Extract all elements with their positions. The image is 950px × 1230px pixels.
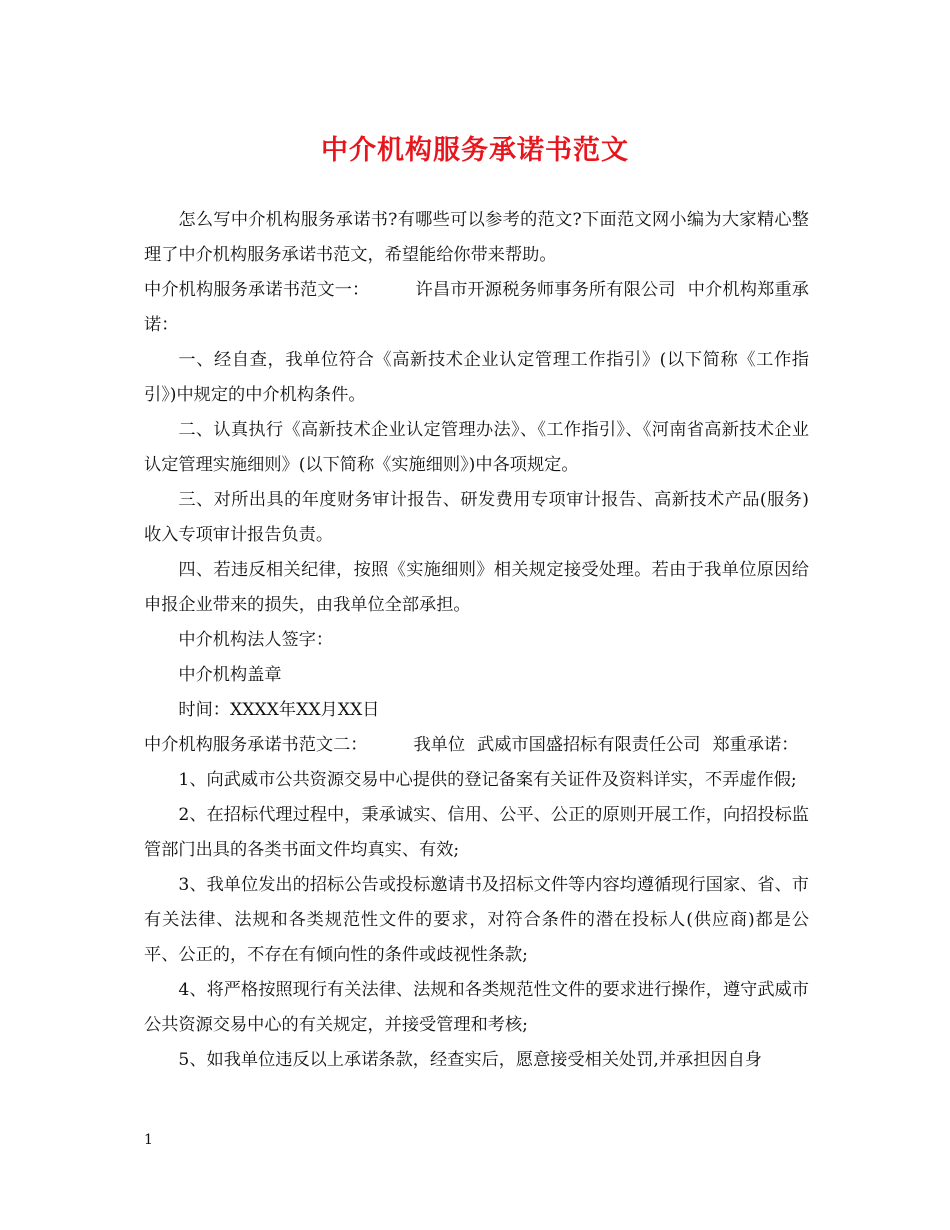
sample1-company: 许昌市开源税务师事务所有限公司 [415,280,676,300]
page-number: 1 [144,1132,153,1148]
sample1-item: 二、认真执行《高新技术企业认定管理办法》、《工作指引》、《河南省高新技术企业认定管理实施细则》(以下简称《实施细则》)中各项规定。 [144,420,809,475]
sample1-item: 一、经自查，我单位符合《高新技术企业认定管理工作指引》(以下简称《工作指引》)中规定的中介机构条件。 [144,350,809,405]
sample2-heading-line [144,728,809,763]
intro-paragraph: 怎么写中介机构服务承诺书?有哪些可以参考的范文?下面范文网小编为大家精心整理了中介机构服务承诺书范文，希望能给你带来帮助。 [144,210,809,265]
sample2-item: 1、向武威市公共资源交易中心提供的登记备案有关证件及资料详实，不弄虚作假; [178,770,797,790]
sample1-item: 三、对所出具的年度财务审计报告、研发费用专项审计报告、高新技术产品(服务)收入专项审计报告负责。 [144,490,809,545]
document-title: 中介机构服务承诺书范文 [321,135,629,166]
sample1-pledge-intro: 中介机构郑重承诺： [144,280,809,335]
sample2-item: 3、我单位发出的招标公告或投标邀请书及招标文件等内容均遵循现行国家、省、市有关法律、法规和各类规范性文件的要求，对符合条件的潜在投标人(供应商)都是公平、公正的，不存在有倾向性的条件或歧视性条款; [144,875,809,965]
sample2-company: 武威市国盛招标有限责任公司 [477,735,701,755]
sample2-heading: 中介机构服务承诺书范文二： [144,735,368,755]
document-body [144,203,809,1078]
seal-label: 中介机构盖章 [178,665,282,685]
sample1-item: 四、若违反相关纪律，按照《实施细则》相关规定接受处理。若由于我单位原因给申报企业带来的损失，由我单位全部承担。 [144,560,809,615]
sample2-unit-label: 我单位 [413,735,466,755]
sample2-pledge: 郑重承诺： [712,735,799,755]
signature-label: 中介机构法人签字： [178,630,334,650]
sample2-item: 5、如我单位违反以上承诺条款，经查实后，愿意接受相关处罚,并承担因自身 [178,1050,762,1070]
sample1-heading: 中介机构服务承诺书范文一： [144,280,370,300]
date-line: 时间：XXXX年XX月XX日 [178,700,380,720]
sample1-heading-line [144,273,809,343]
sample2-item: 2、在招标代理过程中，秉承诚实、信用、公平、公正的原则开展工作，向招投标监管部门出具的各类书面文件均真实、有效; [144,805,809,860]
sample2-item: 4、将严格按照现行有关法律、法规和各类规范性文件的要求进行操作，遵守武威市公共资源交易中心的有关规定，并接受管理和考核; [144,980,809,1035]
